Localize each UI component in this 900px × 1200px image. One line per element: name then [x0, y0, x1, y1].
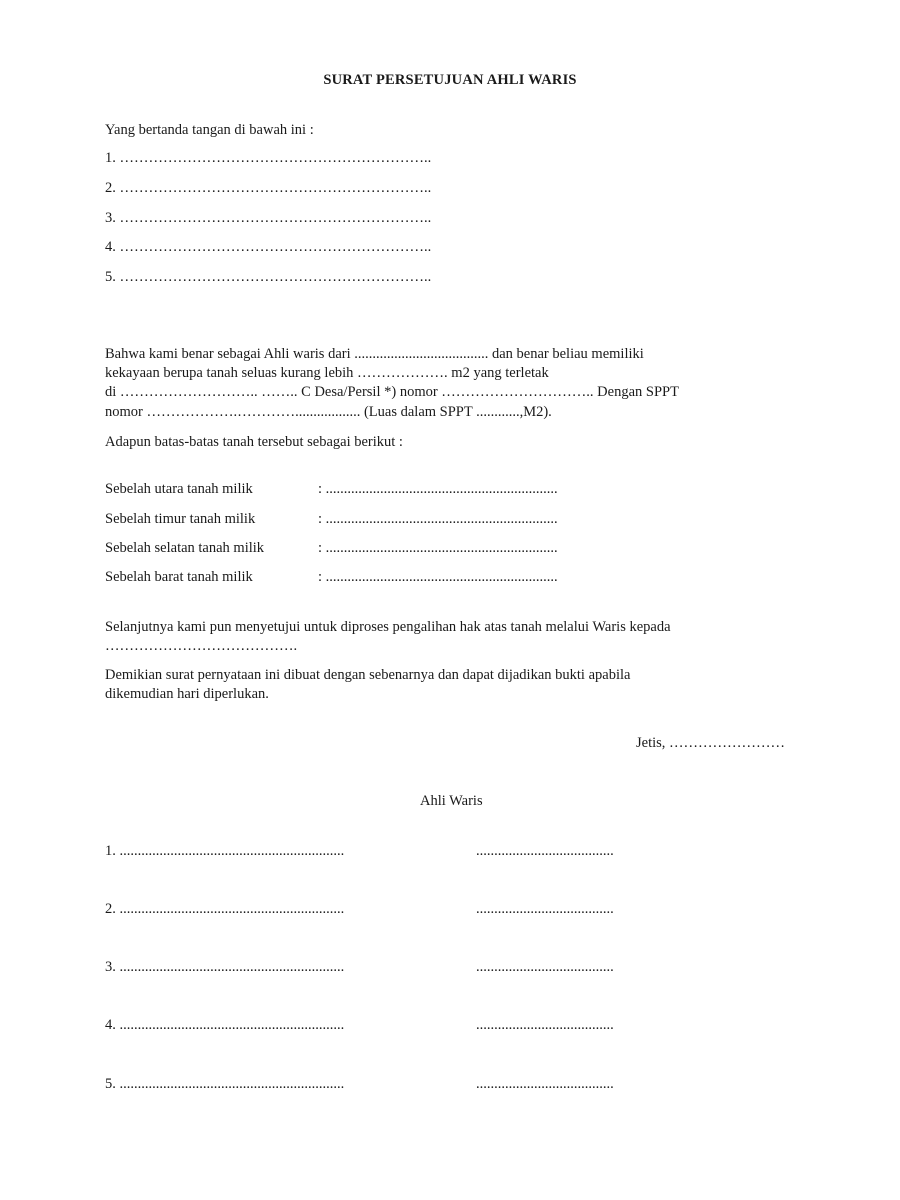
heir-line-2: 2. ……………………………………………………….. [105, 180, 432, 196]
signature-heading: Ahli Waris [420, 793, 483, 809]
boundary-north-label: Sebelah utara tanah milik [105, 481, 253, 497]
transfer-line-2: …………………………………. [105, 638, 298, 654]
heir-line-5: 5. ……………………………………………………….. [105, 269, 432, 285]
boundary-north-value: : ................................................................ [318, 481, 558, 497]
signature-line-1: ...................................... [476, 843, 614, 859]
signature-name-5: 5. .............................................................. [105, 1076, 345, 1092]
transfer-line-1: Selanjutnya kami pun menyetujui untuk diproses pengalihan hak atas tanah melalui Waris kepada [105, 619, 671, 635]
heir-line-4: 4. ……………………………………………………….. [105, 239, 432, 255]
boundaries-intro: Adapun batas-batas tanah tersebut sebagai berikut : [105, 434, 403, 450]
boundary-east-label: Sebelah timur tanah milik [105, 511, 256, 527]
heir-line-3: 3. ……………………………………………………….. [105, 210, 432, 226]
signature-name-2: 2. .............................................................. [105, 901, 345, 917]
signature-name-1: 1. .............................................................. [105, 843, 345, 859]
signature-line-3: ...................................... [476, 959, 614, 975]
signature-name-3: 3. .............................................................. [105, 959, 345, 975]
declaration-line-3: di ……………………….. …….. C Desa/Persil *) nomor ………………………….. Dengan SPPT [105, 384, 679, 400]
signature-name-4: 4. .............................................................. [105, 1017, 345, 1033]
declaration-line-2: kekayaan berupa tanah seluas kurang lebih ………………. m2 yang terletak [105, 365, 549, 381]
document-title: SURAT PERSETUJUAN AHLI WARIS [323, 72, 577, 88]
signature-line-2: ...................................... [476, 901, 614, 917]
declaration-line-4: nomor ……………….………….................. (Luas dalam SPPT ............,M2). [105, 404, 552, 420]
boundary-west-label: Sebelah barat tanah milik [105, 569, 253, 585]
signature-line-5: ...................................... [476, 1076, 614, 1092]
closing-line-2: dikemudian hari diperlukan. [105, 686, 269, 702]
place-date: Jetis, …………………… [636, 735, 786, 751]
boundary-south-label: Sebelah selatan tanah milik [105, 540, 265, 556]
signature-line-4: ...................................... [476, 1017, 614, 1033]
boundary-east-value: : ................................................................ [318, 511, 558, 527]
boundary-west-value: : ................................................................ [318, 569, 558, 585]
declaration-line-1: Bahwa kami benar sebagai Ahli waris dari ..................................... dan benar beliau memiliki [105, 346, 644, 362]
boundary-south-value: : ................................................................ [318, 540, 558, 556]
heir-line-1: 1. ……………………………………………………….. [105, 150, 432, 166]
closing-line-1: Demikian surat pernyataan ini dibuat dengan sebenarnya dan dapat dijadikan bukti apabila [105, 667, 631, 683]
intro-text: Yang bertanda tangan di bawah ini : [105, 122, 314, 138]
